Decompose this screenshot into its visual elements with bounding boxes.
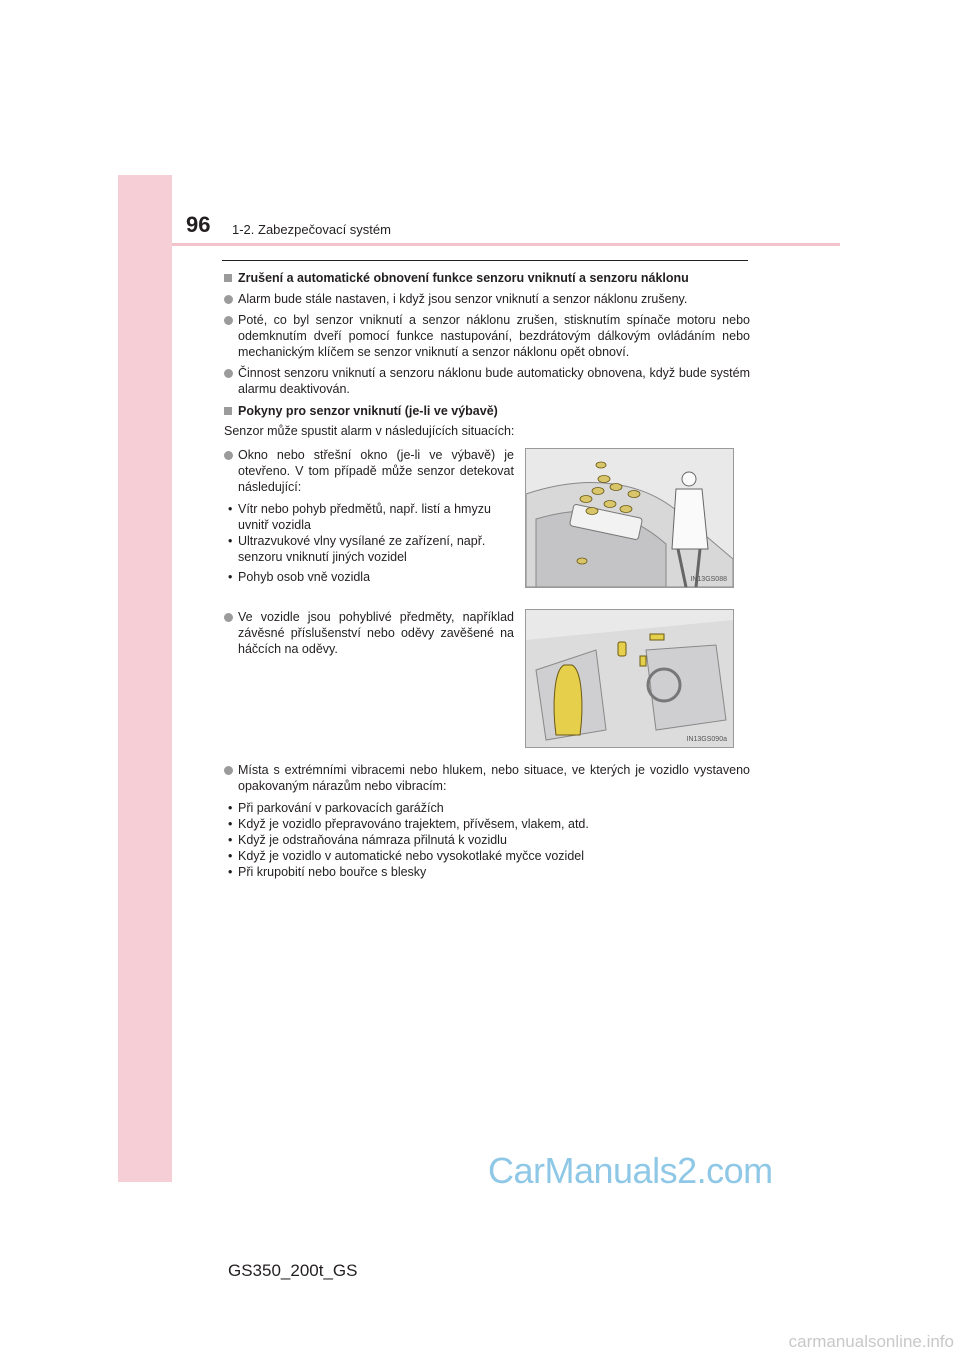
sub-item: • Když je vozidlo přepravováno trajektem, přívěsem, vlakem, atd. <box>224 816 750 832</box>
section-heading: Zrušení a automatické obnovení funkce senzoru vniknutí a senzoru náklonu <box>224 270 750 286</box>
sub-item: • Když je vozidlo v automatické nebo vysokotlaké myčce vozidel <box>224 848 750 864</box>
figure-code: IN13GS090a <box>686 736 727 743</box>
bullet-item: Okno nebo střešní okno (je-li ve výbavě) je otevřeno. V tom případě může senzor detekovat následující: <box>224 447 514 495</box>
sunroof-leaves-illustration <box>526 449 733 587</box>
figure-sunroof-leaves <box>525 448 734 588</box>
side-color-strip <box>118 175 172 1182</box>
page-number: 96 <box>186 212 211 237</box>
model-footer: GS350_200t_GS <box>228 1261 358 1280</box>
bullet-item: Místa s extrémními vibracemi nebo hlukem, nebo situace, ve kterých je vozidlo vystaveno opakovaným nárazům nebo vibracím: <box>224 762 750 794</box>
header-rule <box>172 243 840 246</box>
sub-item: • Při krupobití nebo bouřce s blesky <box>224 864 750 880</box>
sub-item: • Pohyb osob vně vozidla <box>224 569 514 585</box>
watermark-site: carmanualsonline.info <box>788 1332 954 1351</box>
section-rule <box>222 260 748 261</box>
section-cancel-restore <box>224 270 750 439</box>
bullet-item: Ve vozidle jsou pohyblivé předměty, například závěsné příslušenství nebo oděvy zavěšené na háčcích na oděvy. <box>224 609 514 657</box>
sub-item: • Když je odstraňována námraza přilnutá k vozidlu <box>224 832 750 848</box>
item-vibration <box>224 762 750 880</box>
sub-item: • Ultrazvukové vlny vysílané ze zařízení, např. senzoru vniknutí jiných vozidel <box>224 533 514 565</box>
item-moving-objects <box>224 609 514 657</box>
sub-item: • Při parkování v parkovacích garážích <box>224 800 750 816</box>
figure-car-interior <box>525 609 734 748</box>
section-intro: Senzor může spustit alarm v následujících situacích: <box>224 424 515 438</box>
car-interior-illustration <box>526 610 733 747</box>
bullet-item: Činnost senzoru vniknutí a senzoru náklonu bude automaticky obnovena, když bude systém alarmu deaktivován. <box>224 365 750 397</box>
item-open-window <box>224 447 514 585</box>
section-heading: Pokyny pro senzor vniknutí (je-li ve výbavě) <box>224 403 750 419</box>
bullet-item: Poté, co byl senzor vniknutí a senzor náklonu zrušen, stisknutím spínače motoru nebo odemknutím dveří pomocí funkce nastupování, bezdrátovým dálkovým ovládáním nebo mechanickým klíčem se senzor vniknutí a senzor náklonu opět obnoví. <box>224 312 750 360</box>
watermark-logo: CarManuals2.com <box>488 1150 773 1191</box>
chapter-title: 1-2. Zabezpečovací systém <box>232 222 391 237</box>
bullet-item: Alarm bude stále nastaven, i když jsou senzor vniknutí a senzor náklonu zrušeny. <box>224 291 750 307</box>
figure-code: IN13GS088 <box>690 576 727 583</box>
sub-item: • Vítr nebo pohyb předmětů, např. listí a hmyzu uvnitř vozidla <box>224 501 514 533</box>
